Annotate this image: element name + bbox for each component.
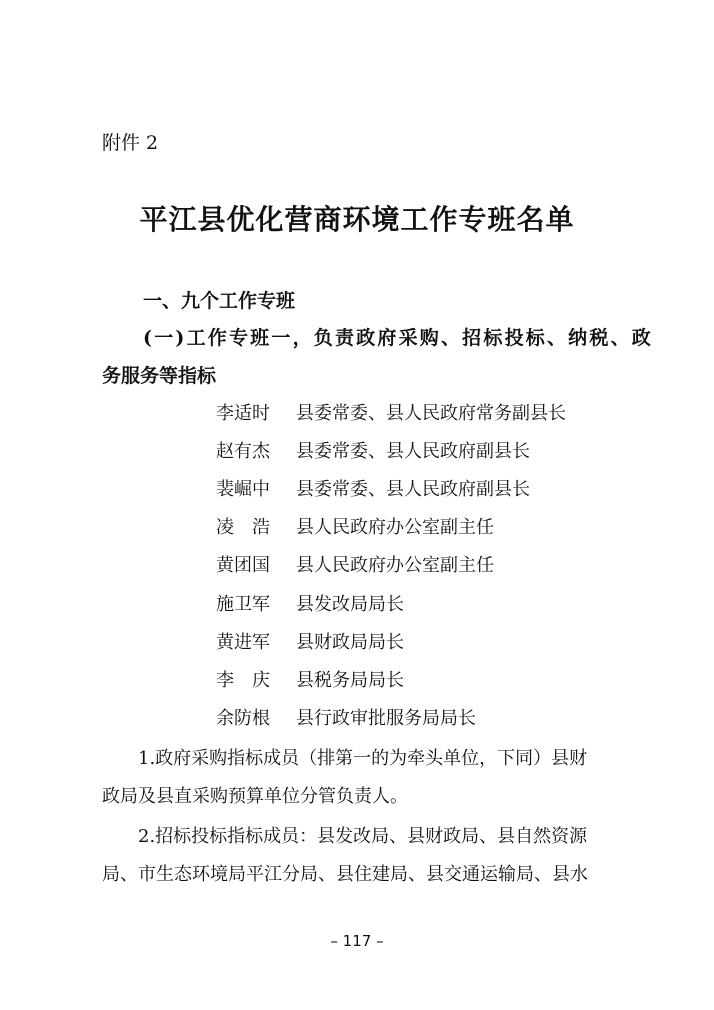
member-name: 赵有杰 (216, 441, 270, 462)
member-post: 县人民政府办公室副主任 (296, 555, 494, 576)
member-post: 县发改局局长 (296, 594, 404, 615)
member-post: 县行政审批服务局局长 (296, 708, 476, 729)
body-paragraph-line: 1.政府采购指标成员（排第一的为牵头单位，下同）县财 (102, 748, 588, 769)
body-paragraph-line: 2.招标投标指标成员：县发改局、县财政局、县自然资源 (102, 826, 588, 847)
member-name: 黄团国 (216, 555, 270, 576)
subsection-heading-line1: (一)工作专班一，负责政府采购、招标投标、纳税、政 (143, 327, 653, 349)
section-heading: 一、九个工作专班 (143, 290, 296, 312)
member-name: 余防根 (216, 708, 270, 729)
member-post: 县税务局局长 (296, 670, 404, 691)
member-post: 县委常委、县人民政府常务副县长 (296, 403, 566, 424)
member-name: 黄进军 (216, 632, 270, 653)
document-title: 平江县优化营商环境工作专班名单 (139, 203, 575, 236)
member-name: 裴崛中 (216, 479, 270, 500)
member-post: 县财政局局长 (296, 632, 404, 653)
member-post: 县委常委、县人民政府副县长 (296, 479, 530, 500)
attachment-label: 附件 2 (102, 132, 159, 154)
body-paragraph-line: 政局及县直采购预算单位分管负责人。 (102, 786, 408, 807)
member-name: 李 庆 (216, 670, 270, 691)
member-post: 县人民政府办公室副主任 (296, 517, 494, 538)
member-post: 县委常委、县人民政府副县长 (296, 441, 530, 462)
subsection-heading-line2: 务服务等指标 (102, 365, 217, 387)
body-paragraph-line: 局、市生态环境局平江分局、县住建局、县交通运输局、县水 (102, 864, 588, 885)
member-name: 施卫军 (216, 594, 270, 615)
member-name: 李适时 (216, 403, 270, 424)
member-name: 凌 浩 (216, 517, 270, 538)
page-number: – 117 – (330, 932, 384, 950)
